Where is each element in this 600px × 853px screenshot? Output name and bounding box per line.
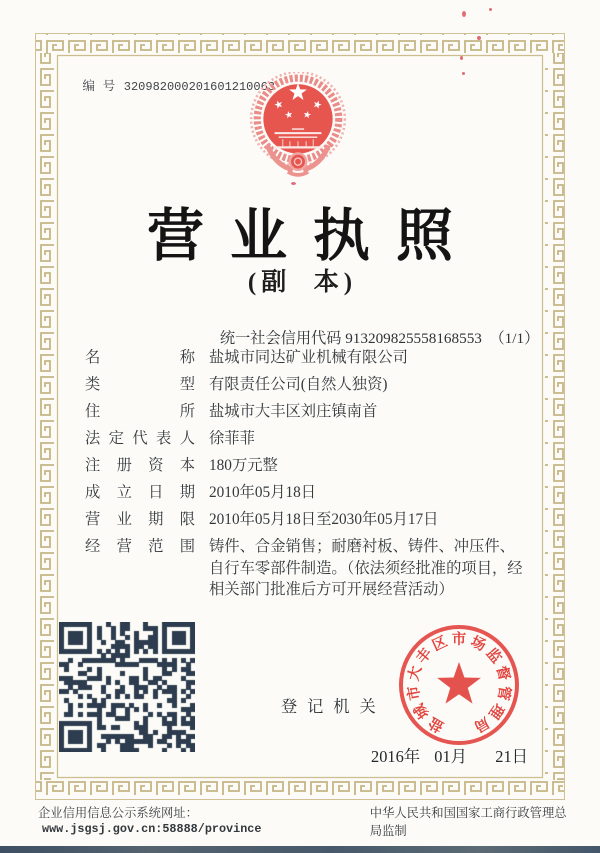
svg-text:管: 管 xyxy=(494,684,513,702)
license-fields xyxy=(85,344,525,601)
field-row-address xyxy=(85,398,525,425)
field-row-capital xyxy=(85,452,525,479)
serial-number-line xyxy=(68,61,275,109)
svg-text:理: 理 xyxy=(485,700,507,722)
national-emblem-icon xyxy=(247,72,349,180)
field-value: 徐菲菲 xyxy=(209,430,255,447)
svg-text:局: 局 xyxy=(471,713,492,735)
field-row-name xyxy=(85,344,525,371)
footer-site-label: 企业信用信息公示系统网址： xyxy=(38,806,198,820)
field-row-legal-rep xyxy=(85,425,525,452)
field-label: 名称 xyxy=(85,349,195,366)
scan-speck xyxy=(489,8,492,11)
registry-authority-label: 登记机关 xyxy=(281,698,386,716)
svg-text:盐: 盐 xyxy=(426,713,447,735)
field-label: 经营范围 xyxy=(85,538,195,555)
qr-code xyxy=(59,622,195,752)
field-label: 成立日期 xyxy=(85,484,195,501)
serial-label: 编 号 xyxy=(82,79,116,93)
footer-site-url: www.jsgsj.gov.cn:58888/province xyxy=(42,822,262,836)
field-value: 盐城市同达矿业机械有限公司 xyxy=(209,349,408,366)
svg-text:区: 区 xyxy=(430,633,450,655)
field-row-type xyxy=(85,371,525,398)
scan-edge-artifact xyxy=(0,846,600,853)
field-value: 盐城市大丰区刘庄镇南首 xyxy=(209,403,378,420)
field-label: 类型 xyxy=(85,376,195,393)
official-seal xyxy=(392,620,526,754)
field-value: 180万元整 xyxy=(209,457,278,474)
field-row-business-scope xyxy=(85,533,525,601)
issue-date: 2016年 01月 21日 xyxy=(371,747,529,766)
field-row-term xyxy=(85,506,525,533)
svg-text:市: 市 xyxy=(405,684,424,702)
document-title: 营业执照 xyxy=(147,203,479,269)
field-value: 有限责任公司(自然人独资) xyxy=(209,376,388,393)
document-subtitle: (副 本) xyxy=(247,269,358,296)
field-label: 住所 xyxy=(85,403,195,420)
svg-text:大: 大 xyxy=(405,664,426,683)
field-row-founding-date xyxy=(85,479,525,506)
scan-speck xyxy=(462,11,466,17)
credit-code-page: （1/1） xyxy=(489,330,540,347)
field-value: 2010年05月18日至2030年05月17日 xyxy=(209,511,439,528)
footer xyxy=(38,803,572,839)
credit-code-label: 统一社会信用代码 xyxy=(219,330,342,347)
field-value: 2010年05月18日 xyxy=(209,484,317,501)
footer-issuer: 中华人民共和国国家工商行政管理总局监制 xyxy=(369,806,567,838)
scan-speck xyxy=(462,72,465,75)
serial-value: 320982000201601210063 xyxy=(123,80,275,94)
footer-left xyxy=(38,803,370,839)
svg-text:丰: 丰 xyxy=(413,645,436,667)
svg-text:市: 市 xyxy=(451,632,467,648)
svg-text:场: 场 xyxy=(468,633,488,655)
svg-text:督: 督 xyxy=(492,664,513,683)
field-value: 铸件、合金销售；耐磨衬板、铸件、冲压件、自行车零部件制造。（依法须经批准的项目，经相关部门批准后方可开展经营活动） xyxy=(209,538,523,598)
scan-speck xyxy=(477,36,481,40)
field-label: 法定代表人 xyxy=(85,430,195,447)
credit-code-value: 913209825558168553 xyxy=(345,330,482,347)
scan-speck xyxy=(291,182,296,185)
field-label: 注册资本 xyxy=(85,457,195,474)
field-label: 营业期限 xyxy=(85,511,195,528)
svg-text:城: 城 xyxy=(411,700,433,722)
scan-speck xyxy=(460,56,463,60)
svg-text:监: 监 xyxy=(482,645,505,667)
